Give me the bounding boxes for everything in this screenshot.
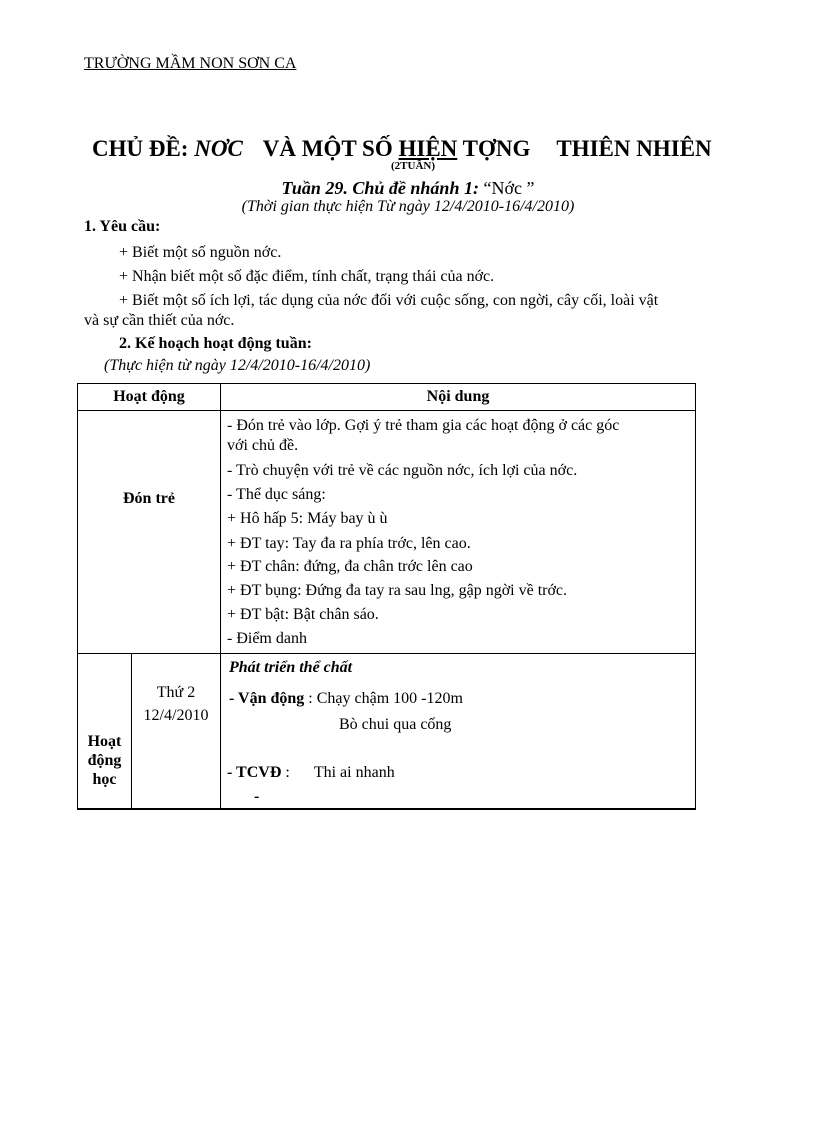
welcome-line: + ĐT bật: Bật chân sáo. [227,606,379,623]
table-header-divider [77,410,696,411]
motor-item: Chạy chậm 100 -120m [316,690,463,707]
week-topic: “Nớc ” [483,178,535,198]
title-word1: NƠC [194,136,243,161]
plan-period: (Thực hiện từ ngày 12/4/2010-16/4/2010) [104,357,371,374]
title-part3: HIỆN [398,136,458,161]
requirement-item: + Biết một số nguồn nớc. [119,244,282,261]
welcome-line: - Thể dục sáng: [227,486,326,503]
motor-item-2: Bò chui qua cống [339,716,452,733]
table-border-right [695,383,696,810]
week-heading [0,178,816,199]
learning-label-line: học [92,771,117,788]
table-border-bottom [77,808,696,810]
title-duration-note: (2TUẦN) [391,160,435,172]
game-item: Thi ai nhanh [313,764,395,781]
learning-date: 12/4/2010 [143,707,209,724]
title-prefix: CHỦ ĐỀ: [92,136,195,161]
learning-domain: Phát triển thể chất [229,659,353,676]
welcome-line: - Điểm danh [227,630,307,647]
motor-activity [229,690,463,708]
table-border-top [77,383,696,384]
requirements-heading: 1. Yêu cầu: [84,218,161,235]
welcome-line: - Đón trẻ vào lớp. Gợi ý trẻ tham gia các hoạt động ở các góc [227,417,620,434]
welcome-line: + ĐT tay: Tay đa ra phía trớc, lên cao. [227,535,471,552]
welcome-line: + Hô hấp 5: Máy bay ù ù [227,510,388,527]
plan-heading: 2. Kế hoạch hoạt động tuần: [119,335,312,352]
header-activity: Hoạt động [113,388,185,405]
welcome-label: Đón trẻ [123,490,175,507]
game-separator: : [281,764,290,781]
school-name: TRƯỜNG MẦM NON SƠN CA [84,55,297,72]
requirement-item-continued: và sự cần thiết của nớc. [84,312,235,329]
requirement-item: + Nhận biết một số đặc điểm, tính chất, trạng thái của nớc. [119,268,495,285]
week-label: Tuần 29. Chủ đề nhánh 1: [281,178,484,198]
trailing-dash: - [254,788,260,805]
title-part5: THIÊN NHIÊN [556,136,712,161]
table-row-divider [77,653,696,654]
learning-label-line: động [87,752,122,769]
header-content: Nội dung [426,388,490,405]
welcome-line: - Trò chuyện với trẻ về các nguồn nớc, ích lợi của nớc. [227,462,578,479]
welcome-line: + ĐT chân: đứng, đa chân trớc lên cao [227,558,473,575]
table-column-divider [220,383,221,810]
page-title [92,136,712,162]
learning-day: Thứ 2 [156,684,196,701]
welcome-line: với chủ đề. [227,437,299,454]
week-period: (Thời gian thực hiện Từ ngày 12/4/2010-16/4/2010) [241,198,575,215]
table-subcolumn-divider [131,653,132,810]
title-part4: TỢNG [457,136,531,161]
requirement-item: + Biết một số ích lợi, tác dụng của nớc đối với cuộc sống, con ngời, cây cối, loài vật [119,292,659,309]
movement-game [227,764,395,782]
welcome-line: + ĐT bụng: Đứng đa tay ra sau lng, gập ngời về trớc. [227,582,568,599]
title-part2: VÀ MỘT SỐ [262,136,399,161]
learning-label-line: Hoạt [87,733,122,750]
motor-separator: : [304,690,317,707]
motor-label: - Vận động [229,690,305,707]
game-label: - TCVĐ [227,764,282,781]
learning-label [78,732,131,789]
